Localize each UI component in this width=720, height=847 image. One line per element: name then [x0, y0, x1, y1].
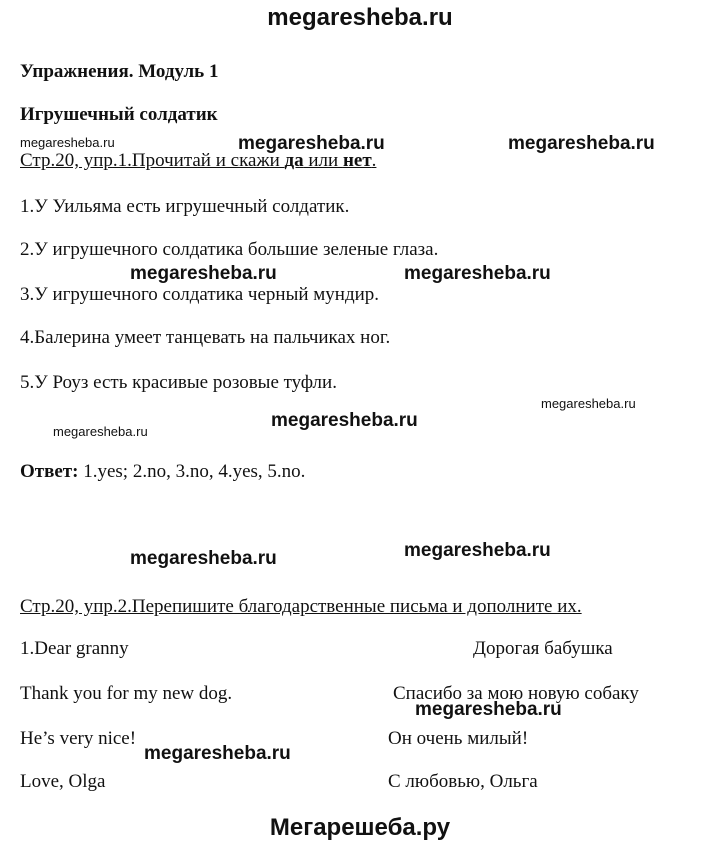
exercise2-prompt: Стр.20, упр.2.Перепишите благодарственные письма и дополните их.: [20, 596, 582, 617]
letter-english-line: Thank you for my new dog.: [20, 683, 233, 704]
watermark: megaresheba.ru: [541, 396, 636, 411]
site-footer: Мегарешеба.ру: [269, 814, 451, 841]
watermark: megaresheba.ru: [20, 135, 115, 150]
exercise1-item: 3.У игрушечного солдатика черный мундир.: [20, 284, 380, 305]
watermark: megaresheba.ru: [53, 424, 148, 439]
exercise1-prompt-end: .: [371, 150, 377, 171]
watermark: megaresheba.ru: [404, 540, 551, 561]
letter-russian-line: Спасибо за мою новую собаку: [393, 683, 639, 704]
answer-label: Ответ:: [20, 461, 79, 482]
site-header: megaresheba.ru: [267, 4, 453, 31]
exercise1-item: 4.Балерина умеет танцевать на пальчиках ног.: [20, 327, 391, 348]
watermark: megaresheba.ru: [238, 133, 385, 154]
letter-russian-line: Он очень милый!: [388, 728, 529, 749]
exercise1-prompt-text: Стр.20, упр.1.Прочитай и скажи: [20, 150, 285, 171]
section-title: Игрушечный солдатик: [20, 104, 218, 125]
letter-russian-line: С любовью, Ольга: [388, 771, 538, 792]
exercise1-item: 5.У Роуз есть красивые розовые туфли.: [20, 372, 337, 393]
exercise1-prompt-yes: да: [284, 150, 304, 171]
watermark: megaresheba.ru: [508, 133, 655, 154]
watermark: megaresheba.ru: [130, 263, 277, 284]
letter-russian-line: Дорогая бабушка: [473, 638, 613, 659]
exercise1-prompt-mid: или: [303, 150, 343, 171]
page-title: Упражнения. Модуль 1: [20, 61, 219, 82]
letter-english-line: Love, Olga: [20, 771, 106, 792]
watermark: megaresheba.ru: [144, 743, 291, 764]
letter-english-line: He’s very nice!: [20, 728, 137, 749]
exercise1-item: 2.У игрушечного солдатика большие зеленые глаза.: [20, 239, 439, 260]
exercise1-prompt-no: нет: [342, 150, 372, 171]
answer-text: 1.yes; 2.no, 3.no, 4.yes, 5.no.: [78, 461, 306, 482]
watermark: megaresheba.ru: [271, 410, 418, 431]
watermark: megaresheba.ru: [130, 548, 277, 569]
answer-line: [20, 461, 305, 483]
letter-english-line: 1.Dear granny: [20, 638, 129, 659]
exercise1-item: 1.У Уильяма есть игрушечный солдатик.: [20, 196, 350, 217]
watermark: megaresheba.ru: [404, 263, 551, 284]
watermark: megaresheba.ru: [415, 699, 562, 720]
